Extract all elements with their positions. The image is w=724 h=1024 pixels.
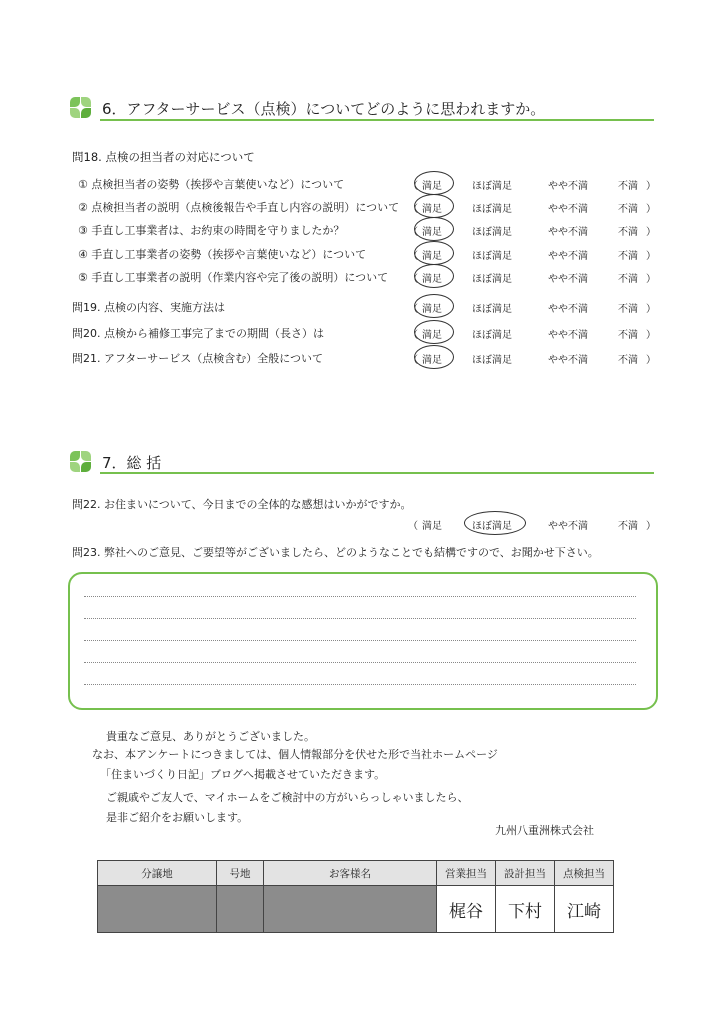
q18-item-text: ④ 手直し工事業者の姿勢（挨拶や言葉使いなど）について (78, 248, 367, 261)
option-satisfied[interactable]: 満足 (422, 227, 442, 238)
selection-circle (414, 241, 454, 265)
option-mostly-satisfied[interactable]: ほぼ満足 (472, 355, 512, 366)
q22-text: 問22. お住まいについて、今日までの全体的な感想はいかがですか。 (72, 498, 412, 511)
cell-sales-staff (437, 886, 496, 933)
option-mostly-satisfied[interactable]: ほぼ満足 (472, 227, 512, 238)
design-signature: 下村 (508, 901, 542, 922)
option-mostly-satisfied[interactable]: ほぼ満足 (472, 274, 512, 285)
bracket-close: ） (646, 204, 656, 215)
selection-circle (414, 194, 454, 218)
staff-table (97, 860, 614, 933)
bracket-open: （ (408, 181, 418, 192)
bracket-close: ） (646, 181, 656, 192)
option-somewhat-dissatisfied[interactable]: やや不満 (548, 251, 588, 262)
option-mostly-satisfied[interactable]: ほぼ満足 (472, 330, 512, 341)
selection-circle (414, 294, 454, 318)
section7-divider (100, 472, 654, 474)
bracket-close: ） (646, 227, 656, 238)
header-inspection-staff: 点検担当 (555, 861, 614, 886)
q23-text: 問23. 弊社へのご意見、ご要望等がございましたら、どのようなことでも結構ですので、お聞かせ下さい。 (72, 546, 599, 559)
comment-line (84, 596, 636, 597)
option-satisfied[interactable]: 満足 (422, 181, 442, 192)
selection-circle (414, 171, 454, 195)
option-mostly-satisfied[interactable]: ほぼ満足 (472, 521, 512, 532)
bracket-open: （ (408, 227, 418, 238)
option-somewhat-dissatisfied[interactable]: やや不満 (548, 304, 588, 315)
option-satisfied[interactable]: 満足 (422, 521, 442, 532)
q19-text: 問19. 点検の内容、実施方法は (72, 301, 225, 314)
option-satisfied[interactable]: 満足 (422, 274, 442, 285)
selection-circle (414, 264, 454, 288)
comment-box[interactable] (68, 572, 658, 710)
header-sales-staff: 営業担当 (437, 861, 496, 886)
cell-customer-name (264, 886, 437, 933)
section6-divider (100, 119, 654, 121)
option-dissatisfied[interactable]: 不満 (618, 181, 638, 192)
comment-line (84, 662, 636, 663)
cell-inspection-staff (555, 886, 614, 933)
option-dissatisfied[interactable]: 不満 (618, 227, 638, 238)
bracket-open: （ (408, 330, 418, 341)
selection-circle (464, 511, 526, 535)
comment-line (84, 684, 636, 685)
company-name: 九州八重洲株式会社 (495, 824, 594, 837)
option-somewhat-dissatisfied[interactable]: やや不満 (548, 227, 588, 238)
q18-item-text: ① 点検担当者の姿勢（挨拶や言葉使いなど）について (78, 178, 345, 191)
option-dissatisfied[interactable]: 不満 (618, 521, 638, 532)
option-satisfied[interactable]: 満足 (422, 330, 442, 341)
section6-title: 6．アフターサービス（点検）についてどのように思われますか。 (102, 100, 546, 118)
closing-line: 是非ご紹介をお願いします。 (106, 811, 249, 824)
option-somewhat-dissatisfied[interactable]: やや不満 (548, 204, 588, 215)
selection-circle (414, 217, 454, 241)
option-mostly-satisfied[interactable]: ほぼ満足 (472, 304, 512, 315)
header-lot-number: 号地 (217, 861, 264, 886)
selection-circle (414, 320, 454, 344)
selection-circle (414, 345, 454, 369)
bracket-close: ） (646, 330, 656, 341)
option-dissatisfied[interactable]: 不満 (618, 330, 638, 341)
bracket-open: （ (408, 274, 418, 285)
bracket-open: （ (408, 204, 418, 215)
option-somewhat-dissatisfied[interactable]: やや不満 (548, 521, 588, 532)
section7-title: 7．総 括 (102, 454, 162, 472)
option-satisfied[interactable]: 満足 (422, 204, 442, 215)
header-customer-name: お客様名 (264, 861, 437, 886)
q18-item-text: ② 点検担当者の説明（点検後報告や手直し内容の説明）について (78, 201, 400, 214)
option-dissatisfied[interactable]: 不満 (618, 274, 638, 285)
closing-line: なお、本アンケートにつきましては、個人情報部分を伏せた形で当社ホームページ (92, 748, 498, 761)
option-dissatisfied[interactable]: 不満 (618, 251, 638, 262)
bracket-close: ） (646, 251, 656, 262)
closing-line: 「住まいづくり日記」ブログへ掲載させていただきます。 (100, 768, 386, 781)
bracket-open: （ (408, 355, 418, 366)
bracket-close: ） (646, 521, 656, 532)
option-satisfied[interactable]: 満足 (422, 251, 442, 262)
option-somewhat-dissatisfied[interactable]: やや不満 (548, 181, 588, 192)
closing-line: ご親戚やご友人で、マイホームをご検討中の方がいらっしゃいましたら、 (106, 791, 469, 804)
header-design-staff: 設計担当 (496, 861, 555, 886)
bracket-open: （ (408, 251, 418, 262)
comment-line (84, 640, 636, 641)
clover-logo-icon (70, 97, 92, 119)
clover-logo-icon (70, 451, 92, 473)
option-satisfied[interactable]: 満足 (422, 355, 442, 366)
cell-design-staff (496, 886, 555, 933)
bracket-open: （ (408, 521, 418, 532)
option-satisfied[interactable]: 満足 (422, 304, 442, 315)
comment-line (84, 618, 636, 619)
header-subdivision: 分譲地 (98, 861, 217, 886)
bracket-close: ） (646, 355, 656, 366)
q18-item-text: ⑤ 手直し工事業者の説明（作業内容や完了後の説明）について (78, 271, 389, 284)
q18-item-text: ③ 手直し工事業者は、お約束の時間を守りましたか？ (78, 224, 345, 237)
option-mostly-satisfied[interactable]: ほぼ満足 (472, 181, 512, 192)
option-somewhat-dissatisfied[interactable]: やや不満 (548, 274, 588, 285)
cell-lot-number (217, 886, 264, 933)
option-somewhat-dissatisfied[interactable]: やや不満 (548, 355, 588, 366)
bracket-close: ） (646, 274, 656, 285)
closing-line: 貴重なご意見、ありがとうございました。 (106, 730, 315, 743)
option-mostly-satisfied[interactable]: ほぼ満足 (472, 251, 512, 262)
sales-signature: 梶谷 (449, 901, 483, 922)
option-dissatisfied[interactable]: 不満 (618, 204, 638, 215)
cell-subdivision (98, 886, 217, 933)
option-dissatisfied[interactable]: 不満 (618, 355, 638, 366)
bracket-close: ） (646, 304, 656, 315)
bracket-open: （ (408, 304, 418, 315)
inspection-signature: 江崎 (567, 901, 601, 922)
option-somewhat-dissatisfied[interactable]: やや不満 (548, 330, 588, 341)
option-dissatisfied[interactable]: 不満 (618, 304, 638, 315)
option-mostly-satisfied[interactable]: ほぼ満足 (472, 204, 512, 215)
q20-text: 問20. 点検から補修工事完了までの期間（長さ）は (72, 327, 324, 340)
q18-title: 問18. 点検の担当者の対応について (72, 150, 255, 164)
q21-text: 問21. アフターサービス（点検含む）全般について (72, 352, 323, 365)
